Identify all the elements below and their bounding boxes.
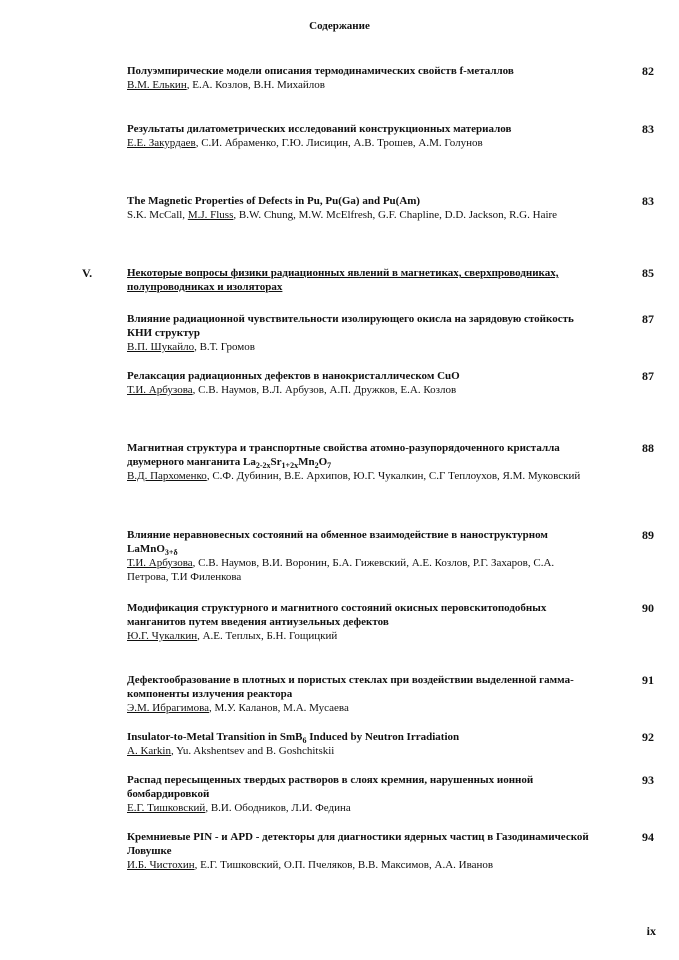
entry-page-number: 87 — [642, 312, 654, 326]
entry-title — [127, 441, 597, 469]
entry-title — [127, 528, 597, 556]
title-part: Магнитная структура и транспортные свойства атомно-разупорядоченного кристалла двумерного манганита La — [127, 442, 560, 468]
entry-title: Кремниевые PIN - и APD - детекторы для диагностики ядерных частиц в Газодинамической Ловушке — [127, 831, 589, 857]
section-title: Некоторые вопросы физики радиационных явлений в магнетиках, сверхпроводниках, полупроводниках и изоляторах — [127, 267, 559, 293]
toc-entry — [127, 122, 597, 150]
toc-entry — [127, 673, 597, 715]
subscript: 6 — [302, 736, 307, 746]
page-number-roman: ix — [646, 924, 656, 938]
section-heading — [127, 266, 597, 294]
primary-author: Т.И. Арбузова — [127, 557, 193, 569]
title-part: Sr — [270, 456, 282, 468]
toc-entry — [127, 194, 597, 222]
other-authors: , В.И. Ободников, Л.И. Федина — [205, 802, 351, 814]
entry-page-number: 92 — [642, 730, 654, 744]
primary-author: M.J. Fluss — [187, 209, 234, 221]
entry-authors — [127, 858, 597, 872]
entry-title: Влияние радиационной чувствительности изолирующего окисла на зарядовую стойкость КНИ структур — [127, 313, 574, 339]
toc-entry — [127, 64, 597, 92]
primary-author: Е.Г. Тишковский — [127, 802, 206, 814]
title-part: Induced by Neutron Irradiation — [306, 731, 460, 743]
other-authors: , В.Т. Громов — [194, 341, 255, 353]
other-authors: , М.У. Каланов, М.А. Мусаева — [209, 702, 349, 714]
entry-title: Полуэмпирические модели описания термодинамических свойств f-металлов — [127, 65, 514, 77]
entry-title: The Magnetic Properties of Defects in Pu, Pu(Ga) and Pu(Am) — [127, 195, 421, 207]
primary-author: Т.И. Арбузова — [127, 384, 193, 396]
entry-authors — [127, 629, 597, 643]
entry-page-number: 88 — [642, 441, 654, 455]
toc-entry — [127, 312, 597, 354]
entry-authors — [127, 744, 597, 758]
entry-authors — [127, 340, 597, 354]
subscript: 2-2x — [255, 461, 271, 471]
entry-authors — [127, 469, 597, 483]
other-authors: , Е.Г. Тишковский, О.П. Пчеляков, В.В. Максимов, А.А. Иванов — [194, 859, 494, 871]
entry-page-number: 83 — [642, 194, 654, 208]
entry-title: Релаксация радиационных дефектов в нанокристаллическом CuO — [127, 370, 460, 382]
entry-page-number: 90 — [642, 601, 654, 615]
other-authors: , Е.А. Козлов, В.Н. Михайлов — [186, 79, 325, 91]
toc-entry — [127, 369, 597, 397]
entry-page-number: 87 — [642, 369, 654, 383]
entry-title — [127, 730, 597, 744]
other-authors: , С.В. Наумов, В.Л. Арбузов, А.П. Дружков, Е.А. Козлов — [192, 384, 457, 396]
primary-author: И.Б. Чистохин — [127, 859, 195, 871]
entry-title: Дефектообразование в плотных и пористых стеклах при воздействии выделенной гамма-компоненты излучения реактора — [127, 674, 574, 700]
subscript: 7 — [327, 461, 332, 471]
entry-authors — [127, 556, 597, 584]
toc-entry — [127, 441, 597, 483]
entry-page-number: 91 — [642, 673, 654, 687]
toc-entry — [127, 601, 597, 643]
toc-entry — [127, 773, 597, 815]
entry-authors — [127, 136, 597, 150]
entry-title: Распад пересыщенных твердых растворов в слоях кремния, нарушенных ионной бомбардировкой — [127, 774, 534, 800]
toc-entry — [127, 730, 597, 758]
primary-author: Ю.Г. Чукалкин — [127, 630, 198, 642]
entry-title: Модификация структурного и магнитного состояний окисных перовскитоподобных манганитов путем введения антиузельных дефектов — [127, 602, 547, 628]
other-authors: , B.W. Chung, M.W. McElfresh, G.F. Chapline, D.D. Jackson, R.G. Haire — [233, 209, 558, 221]
entry-page-number: 93 — [642, 773, 654, 787]
subscript: 3+δ — [164, 548, 178, 558]
other-authors: , А.Е. Теплых, Б.Н. Гощицкий — [197, 630, 338, 642]
title-part: Insulator-to-Metal Transition in SmB — [127, 731, 303, 743]
primary-author: В.М. Елькин — [127, 79, 187, 91]
primary-author: В.П. Шукайло — [127, 341, 195, 353]
primary-author: В.Д. Пархоменко — [127, 470, 207, 482]
entry-page-number: 82 — [642, 64, 654, 78]
entry-page-number: 89 — [642, 528, 654, 542]
entry-authors — [127, 208, 597, 222]
section-number: V. — [82, 266, 93, 280]
entry-authors — [127, 383, 597, 397]
other-authors: , С.В. Наумов, В.И. Воронин, Б.А. Гижевский, А.Е. Козлов, Р.Г. Захаров, С.А. Петрова, Т.И Филенкова — [127, 557, 555, 583]
primary-author: Э.М. Ибрагимова — [127, 702, 210, 714]
primary-author: Е.Е. Закурдаев — [127, 137, 196, 149]
other-authors: , С.И. Абраменко, Г.Ю. Лисицин, А.В. Трошев, А.М. Голунов — [195, 137, 483, 149]
entry-authors — [127, 701, 597, 715]
entry-authors — [127, 801, 597, 815]
title-part: O — [318, 456, 328, 468]
entry-page-number: 85 — [642, 266, 654, 280]
other-authors: , С.Ф. Дубинин, В.Е. Архипов, Ю.Г. Чукалкин, С.Г Теплоухов, Я.М. Муковский — [206, 470, 581, 482]
entry-page-number: 83 — [642, 122, 654, 136]
primary-author: A. Karkin — [127, 745, 171, 757]
other-authors: , Yu. Akshentsev and B. Goshchitskii — [171, 745, 335, 757]
entry-page-number: 94 — [642, 830, 654, 844]
toc-entry — [127, 830, 597, 872]
title-part: Mn — [298, 456, 315, 468]
entry-authors — [127, 78, 597, 92]
subscript: 1+2x — [281, 461, 299, 471]
page-title: Содержание — [309, 20, 370, 32]
title-part: Влияние неравновесных состояний на обменное взаимодействие в наноструктурном LaMnO — [127, 529, 548, 555]
subscript: 2 — [314, 461, 319, 471]
toc-entry — [127, 528, 597, 584]
entry-title: Результаты дилатометрических исследований конструкционных материалов — [127, 123, 512, 135]
author-prefix: S.K. McCall, — [127, 209, 188, 221]
